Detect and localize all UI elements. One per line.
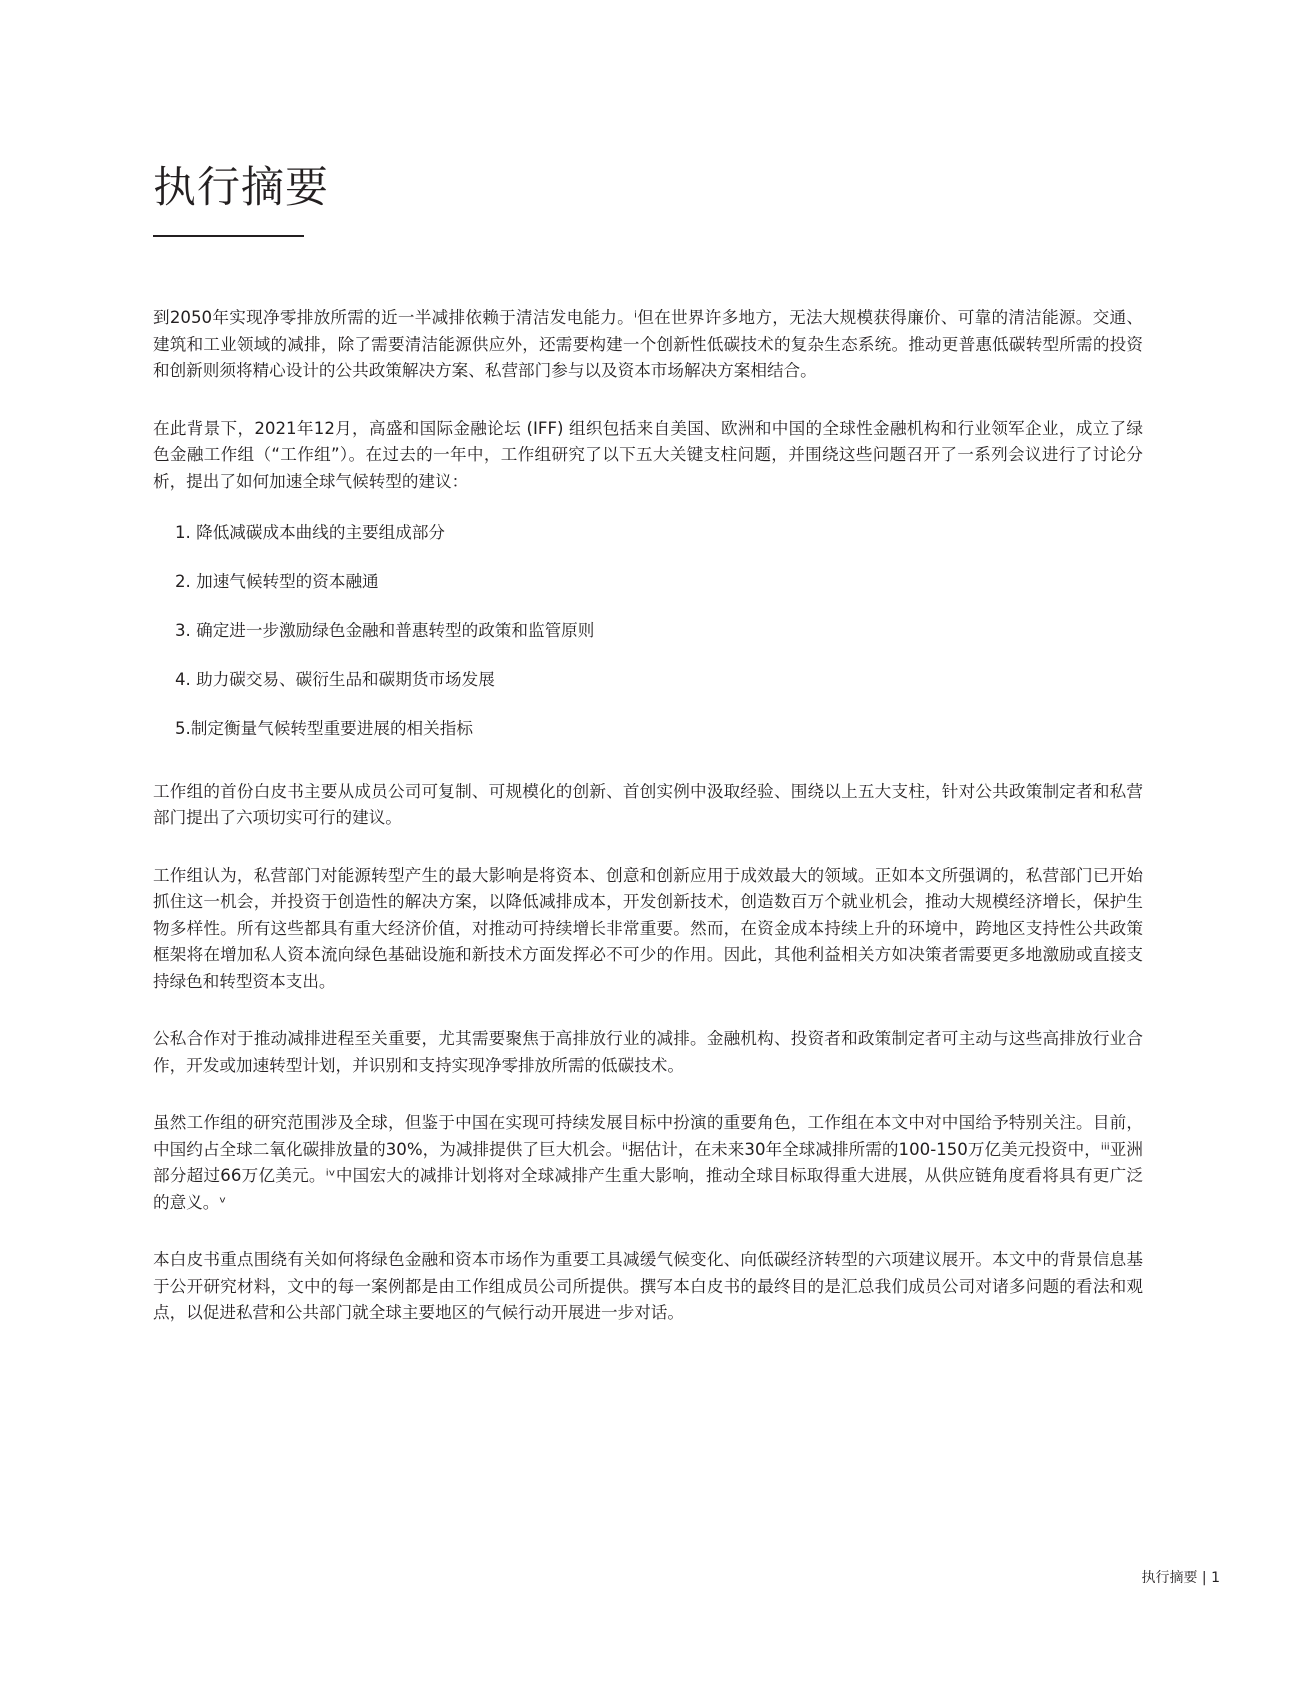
pillar-item-4: 4. 助力碳交易、碳衍生品和碳期货市场发展 (175, 670, 495, 689)
paragraph-background: 在此背景下，2021年12月，高盛和国际金融论坛 (IFF) 组织包括来自美国、欧洲和中国的全球性金融机构和行业领军企业，成立了绿色金融工作组（“工作组”）。在过去的一年中，工作组研究了以下五大关键支柱问题，并围绕这些问题召开了一系列会议进行了讨论分析，提出了如何加速全球气候转型的建议： (153, 418, 1143, 491)
pillar-item-5: 5.制定衡量气候转型重要进展的相关指标 (175, 719, 473, 738)
page-number: 1 (1211, 1570, 1220, 1586)
paragraph-conclusion: 本白皮书重点围绕有关如何将绿色金融和资本市场作为重要工具减缓气候变化、向低碳经济转型的六项建议展开。本文中的背景信息基于公开研究材料，文中的每一案例都是由工作组成员公司所提供。撰写本白皮书的最终目的是汇总我们成员公司对诸多问题的看法和观点，以促进私营和公共部门就全球主要地区的气候行动开展进一步对话。 (153, 1250, 1143, 1322)
pillar-item-2: 2. 加速气候转型的资本融通 (175, 572, 379, 591)
title-underline (153, 235, 304, 237)
paragraph-private-sector: 工作组认为，私营部门对能源转型产生的最大影响是将资本、创意和创新应用于成效最大的领域。正如本文所强调的，私营部门已开始抓住这一机会，并投资于创造性的解决方案，以降低减排成本，开发创新技术，创造数百万个就业机会，推动大规模经济增长，保护生物多样性。所有这些都具有重大经济价值，对推动可持续增长非常重要。然而，在资金成本持续上升的环境中，跨地区支持性公共政策框架将在增加私人资本流向绿色基础设施和新技术方面发挥必不可少的作用。因此，其他利益相关方如决策者需要更多地激励或直接支持绿色和转型资本支出。 (153, 865, 1143, 991)
body-text (153, 305, 1143, 1358)
paragraph-intro: 到2050年实现净零排放所需的近一半减排依赖于清洁发电能力。ⁱ但在世界许多地方，无法大规模获得廉价、可靠的清洁能源。交通、建筑和工业领域的减排，除了需要清洁能源供应外，还需要构建一个创新性低碳技术的复杂生态系统。推动更普惠低碳转型所需的投资和创新则须将精心设计的公共政策解决方案、私营部门参与以及资本市场解决方案相结合。 (153, 308, 1143, 380)
paragraph-public-private: 公私合作对于推动减排进程至关重要，尤其需要聚焦于高排放行业的减排。金融机构、投资者和政策制定者可主动与这些高排放行业合作，开发或加速转型计划，并识别和支持实现净零排放所需的低碳技术。 (153, 1029, 1143, 1075)
page-footer (1141, 1568, 1220, 1588)
pillar-item-1: 1. 降低减碳成本曲线的主要组成部分 (175, 523, 446, 542)
paragraph-whitepaper: 工作组的首份白皮书主要从成员公司可复制、可规模化的创新、首创实例中汲取经验、围绕以上五大支柱，针对公共政策制定者和私营部门提出了六项切实可行的建议。 (153, 781, 1143, 827)
pillar-item-3: 3. 确定进一步激励绿色金融和普惠转型的政策和监管原则 (175, 621, 595, 640)
pillar-list (175, 520, 1143, 743)
page-title: 执行摘要 (153, 163, 329, 213)
paragraph-china: 虽然工作组的研究范围涉及全球，但鉴于中国在实现可持续发展目标中扮演的重要角色，工作组在本文中对中国给予特别关注。目前，中国约占全球二氧化碳排放量的30%，为减排提供了巨大机会。ⁱⁱ据估计，在未来30年全球减排所需的100-150万亿美元投资中，ⁱⁱⁱ亚洲部分超过66万亿美元。ⁱᵛ中国宏大的减排计划将对全球减排产生重大影响，推动全球目标取得重大进展，从供应链角度看将具有更广泛的意义。ᵛ (153, 1113, 1143, 1212)
footer-separator: | (1197, 1570, 1212, 1586)
footer-section-label: 执行摘要 (1141, 1570, 1198, 1586)
